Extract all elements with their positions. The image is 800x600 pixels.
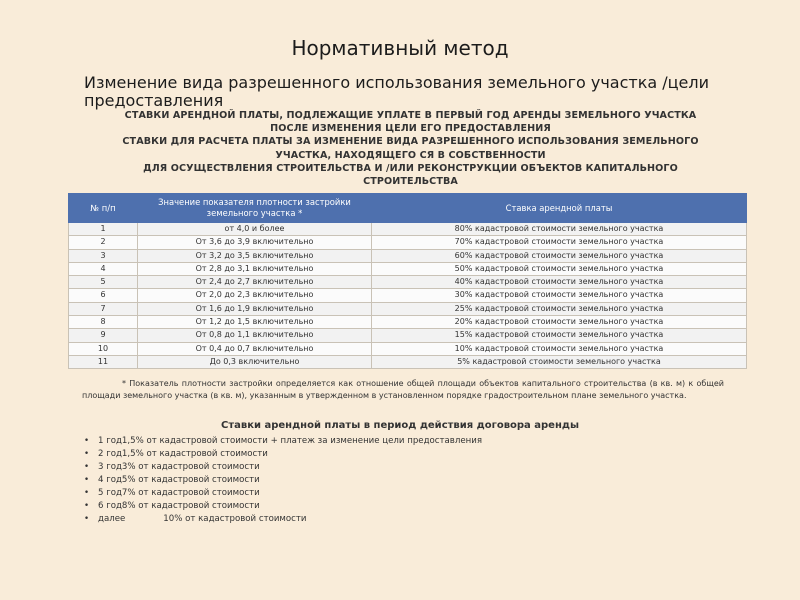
- item-year: 3 год: [98, 462, 122, 472]
- table-row: [69, 236, 747, 249]
- item-year: далее: [98, 514, 126, 524]
- row-rate: 80% кадастровой стоимости земельного участка: [372, 223, 747, 236]
- list-item: [82, 448, 482, 461]
- row-density: От 2,4 до 2,7 включительно: [138, 276, 372, 289]
- row-density: От 1,6 до 1,9 включительно: [138, 302, 372, 315]
- list-item: [82, 487, 482, 500]
- row-density: От 3,6 до 3,9 включительно: [138, 236, 372, 249]
- list-item: [82, 513, 482, 526]
- item-text: 1,5% от кадастровой стоимости: [121, 449, 268, 459]
- table-row: [69, 316, 747, 329]
- row-rate: 20% кадастровой стоимости земельного участка: [372, 316, 747, 329]
- rates-table: [68, 193, 747, 369]
- table-header-row: [69, 194, 747, 223]
- row-number: 7: [69, 302, 138, 315]
- heading-line-3: ДЛЯ ОСУЩЕСТВЛЕНИЯ СТРОИТЕЛЬСТВА И /ИЛИ РЕКОНСТРУКЦИИ ОБЪЕКТОВ КАПИТАЛЬНОГО СТРОИТЕЛЬСТВА: [143, 162, 678, 188]
- heading-line-1: СТАВКИ АРЕНДНОЙ ПЛАТЫ, ПОДЛЕЖАЩИЕ УПЛАТЕ В ПЕРВЫЙ ГОД АРЕНДЫ ЗЕМЕЛЬНОГО УЧАСТКА ПОСЛЕ ИЗМЕНЕНИЯ ЦЕЛИ ЕГО ПРЕДОСТАВЛЕНИЯ: [124, 110, 697, 135]
- row-number: 5: [69, 276, 138, 289]
- row-density: от 4,0 и более: [138, 223, 372, 236]
- period-list: [82, 435, 482, 526]
- table-row: [69, 355, 747, 368]
- row-number: 10: [69, 342, 138, 355]
- page-title: Нормативный метод: [291, 36, 509, 60]
- subtitle: Изменение вида разрешенного использования земельного участка /цели предоставления: [84, 73, 710, 110]
- bullet-icon: •: [84, 436, 90, 446]
- bullet-icon: •: [84, 475, 90, 485]
- item-text: 7% от кадастровой стоимости: [121, 488, 260, 498]
- row-density: От 3,2 до 3,5 включительно: [138, 249, 372, 262]
- table-row: [69, 289, 747, 302]
- table-row: [69, 276, 747, 289]
- bullet-icon: •: [84, 488, 90, 498]
- density-footnote: * Показатель плотности застройки определяется как отношение общей площади объектов капитального строительства (в кв. м) к общей площади земельного участка (в кв. м), указанным в утвержденном в установленном порядке градостроительном плане земельного участка.: [82, 379, 724, 400]
- header-rate: Ставка арендной платы: [372, 194, 747, 223]
- bullet-icon: •: [84, 514, 90, 524]
- row-number: 1: [69, 223, 138, 236]
- table-row: [69, 223, 747, 236]
- list-item: [82, 461, 482, 474]
- bullet-icon: •: [84, 449, 90, 459]
- item-year: 4 год: [98, 475, 122, 485]
- table-row: [69, 249, 747, 262]
- row-rate: 10% кадастровой стоимости земельного участка: [372, 342, 747, 355]
- row-rate: 5% кадастровой стоимости земельного участка: [372, 355, 747, 368]
- row-number: 8: [69, 316, 138, 329]
- bullet-icon: •: [84, 501, 90, 511]
- item-year: 5 год: [98, 488, 122, 498]
- row-number: 9: [69, 329, 138, 342]
- row-rate: 30% кадастровой стоимости земельного участка: [372, 289, 747, 302]
- table-row: [69, 302, 747, 315]
- header-density: Значение показателя плотности застройки земельного участка *: [138, 194, 372, 223]
- item-year: 1 год: [98, 436, 122, 446]
- row-density: От 2,8 до 3,1 включительно: [138, 262, 372, 275]
- row-rate: 40% кадастровой стоимости земельного участка: [372, 276, 747, 289]
- row-density: От 2,0 до 2,3 включительно: [138, 289, 372, 302]
- table-row: [69, 262, 747, 275]
- row-number: 4: [69, 262, 138, 275]
- row-density: От 0,4 до 0,7 включительно: [138, 342, 372, 355]
- heading-line-2: СТАВКИ ДЛЯ РАСЧЕТА ПЛАТЫ ЗА ИЗМЕНЕНИЕ ВИДА РАЗРЕШЕННОГО ИСПОЛЬЗОВАНИЯ ЗЕМЕЛЬНОГО УЧАСТКА, НАХОДЯЩЕГО СЯ В СОБСТВЕННОСТИ: [122, 136, 699, 161]
- item-text: 10% от кадастровой стоимости: [163, 514, 307, 524]
- row-density: До 0,3 включительно: [138, 355, 372, 368]
- item-text: 8% от кадастровой стоимости: [121, 501, 260, 511]
- row-rate: 50% кадастровой стоимости земельного участка: [372, 262, 747, 275]
- table-row: [69, 329, 747, 342]
- header-number: № п/п: [69, 194, 138, 223]
- list-item: [82, 500, 482, 513]
- rates-heading: [118, 109, 703, 188]
- row-density: От 0,8 до 1,1 включительно: [138, 329, 372, 342]
- item-text: 1,5% от кадастровой стоимости + платеж за изменение цели предоставления: [121, 436, 483, 446]
- item-text: 3% от кадастровой стоимости: [121, 462, 260, 472]
- row-rate: 15% кадастровой стоимости земельного участка: [372, 329, 747, 342]
- table-row: [69, 342, 747, 355]
- list-item: [82, 435, 482, 448]
- row-number: 3: [69, 249, 138, 262]
- row-rate: 25% кадастровой стоимости земельного участка: [372, 302, 747, 315]
- item-year: 2 год: [98, 449, 122, 459]
- period-title: Ставки арендной платы в период действия договора аренды: [221, 420, 579, 431]
- bullet-icon: •: [84, 462, 90, 472]
- row-number: 2: [69, 236, 138, 249]
- list-item: [82, 474, 482, 487]
- row-density: От 1,2 до 1,5 включительно: [138, 316, 372, 329]
- row-number: 6: [69, 289, 138, 302]
- item-text: 5% от кадастровой стоимости: [121, 475, 260, 485]
- item-year: 6 год: [98, 501, 122, 511]
- row-number: 11: [69, 355, 138, 368]
- row-rate: 60% кадастровой стоимости земельного участка: [372, 249, 747, 262]
- row-rate: 70% кадастровой стоимости земельного участка: [372, 236, 747, 249]
